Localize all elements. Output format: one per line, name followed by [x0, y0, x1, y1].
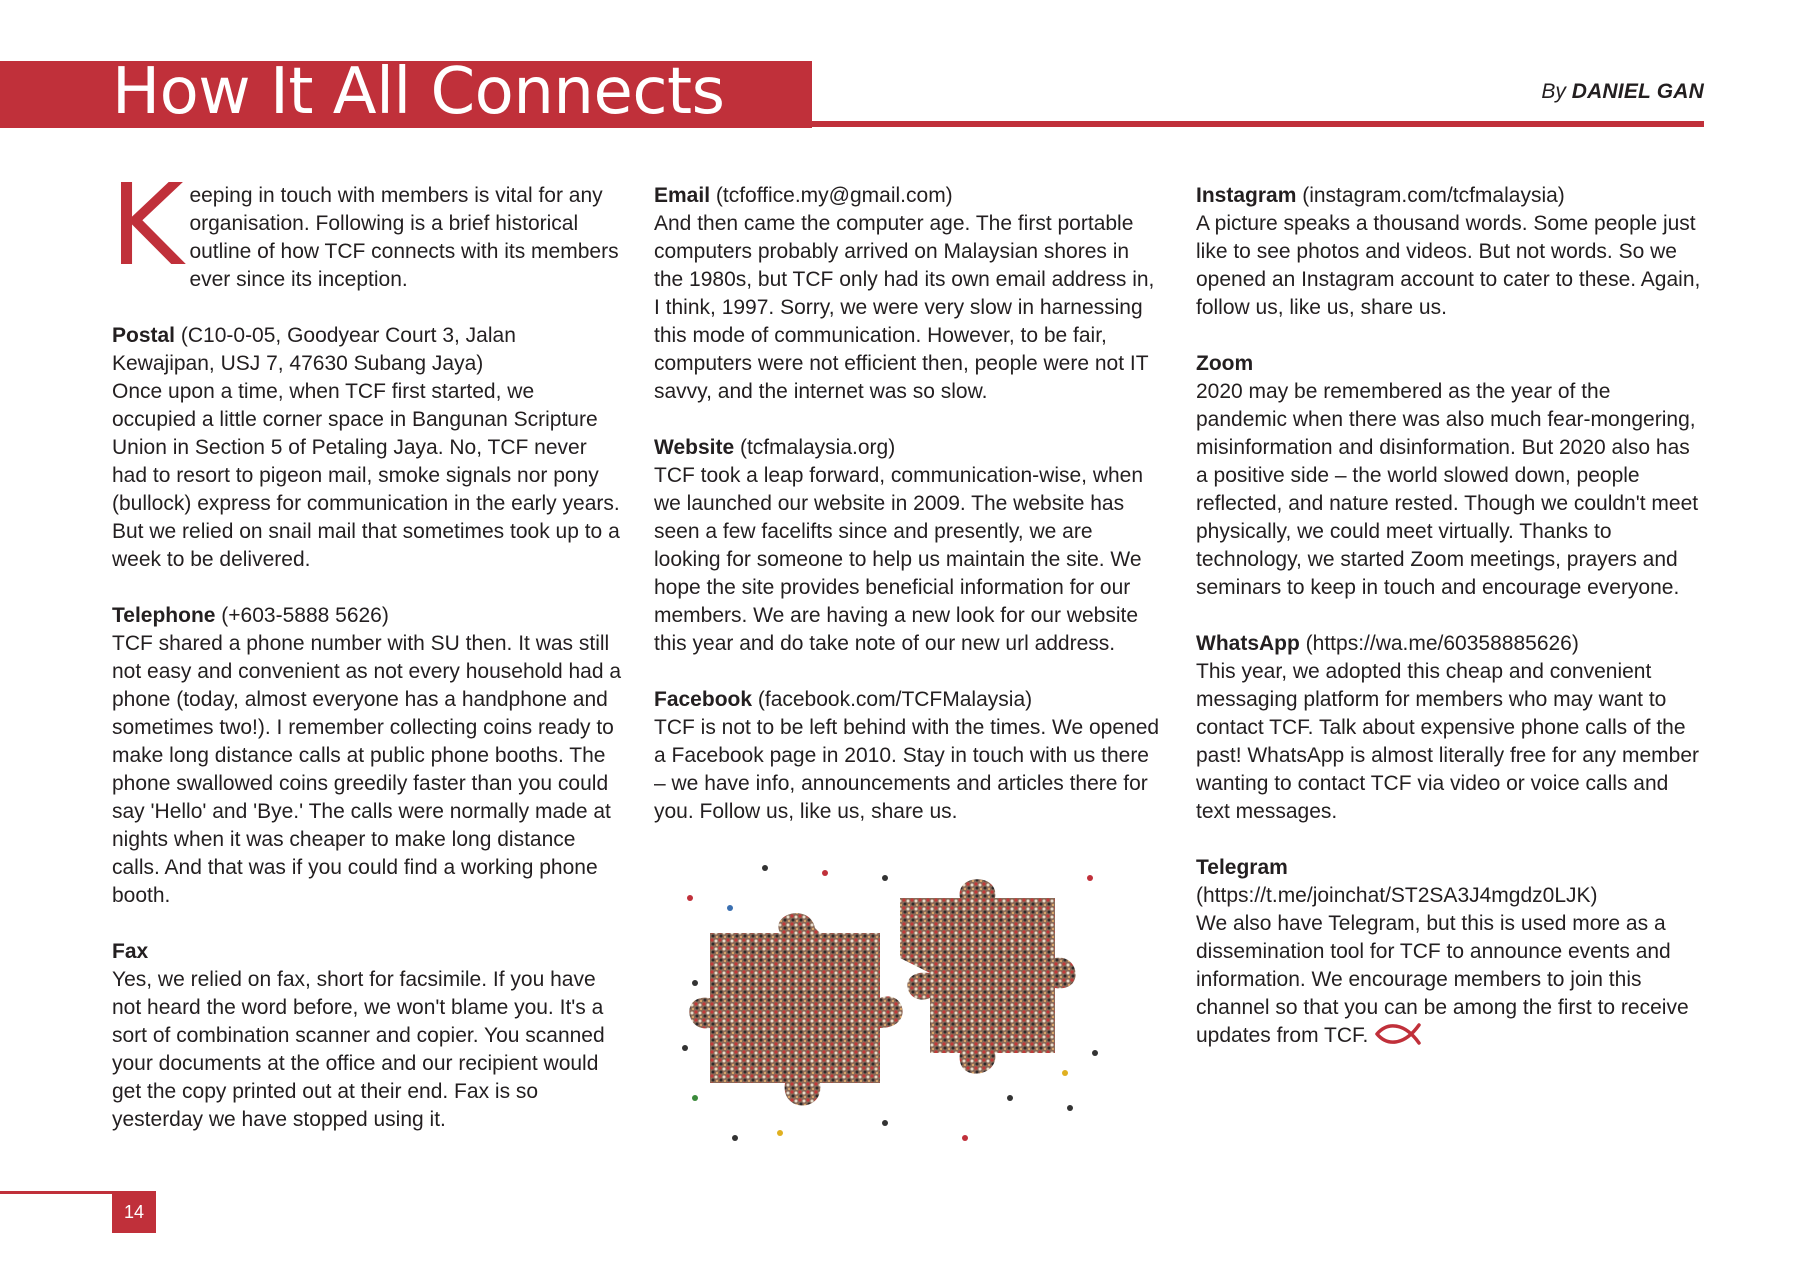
intro-paragraph — [110, 161, 622, 294]
fish-icon — [1374, 1022, 1422, 1046]
section-detail: (C10-0-05, Goodyear Court 3, Jalan Kewajipan, USJ 7, 47630 Subang Jaya) — [112, 324, 516, 375]
section-zoom — [1196, 350, 1706, 602]
section-body: TCF shared a phone number with SU then. It was still not easy and convenient as not every household had a phone (today, almost everyone has a handphone and sometimes two!). I remember collecting coins ready to make long distance calls at public phone booths. The phone swallowed coins greedily faster than you could say 'Hello' and 'Bye.' The calls were normally made at nights when it was cheaper to make long distance calls. And that was if you could find a working phone booth. — [112, 632, 622, 907]
section-instagram — [1196, 182, 1706, 322]
section-facebook — [654, 686, 1164, 826]
section-heading: Zoom — [1196, 352, 1254, 375]
section-heading: WhatsApp — [1196, 632, 1300, 655]
section-whatsapp — [1196, 630, 1706, 826]
section-body: Yes, we relied on fax, short for facsimile. If you have not heard the word before, we won't blame you. It's a sort of combination scanner and copier. You scanned your documents at the office and our recipient would get the copy printed out at their end. Fax is so yesterday we have stopped using it. — [112, 968, 605, 1131]
section-heading: Telephone — [112, 604, 216, 627]
footer-rule — [0, 1191, 112, 1194]
section-body: This year, we adopted this cheap and convenient messaging platform for members who may want to contact TCF. Talk about expensive phone calls of the past! WhatsApp is almost literally free for any member wanting to contact TCF via video or voice calls and text messages. — [1196, 660, 1700, 823]
section-telephone — [112, 602, 622, 910]
section-email — [654, 182, 1164, 406]
section-detail: (https://wa.me/60358885626) — [1305, 632, 1579, 655]
section-postal — [112, 322, 622, 574]
section-website — [654, 434, 1164, 658]
column-1 — [110, 161, 622, 1162]
drop-cap: K — [110, 161, 184, 291]
section-detail: (tcfoffice.my@gmail.com) — [715, 184, 953, 207]
byline-author: DANIEL GAN — [1571, 80, 1704, 103]
puzzle-piece-left — [689, 913, 902, 1105]
section-detail: (https://t.me/joinchat/ST2SA3J4mgdz0LJK) — [1196, 884, 1598, 907]
section-heading: Telegram — [1196, 856, 1288, 879]
puzzle-crowd-illustration — [670, 858, 1120, 1158]
section-detail: (+603-5888 5626) — [221, 604, 389, 627]
section-heading: Website — [654, 436, 735, 459]
section-body: TCF took a leap forward, communication-wise, when we launched our website in 2009. The website has seen a few facelifts since and presently, we are looking for someone to help us maintain the site. We hope the site provides beneficial information for our members. We are having a new look for our website this year and do take note of our new url address. — [654, 464, 1144, 655]
section-body: We also have Telegram, but this is used more as a dissemination tool for TCF to announce events and information. We encourage members to join this channel so that you can be among the first to receive updates from TCF. — [1196, 912, 1689, 1047]
column-3 — [1196, 182, 1706, 1078]
section-body: And then came the computer age. The first portable computers probably arrived on Malaysian shores in the 1980s, but TCF only had its own email address in, I think, 1997. Sorry, we were very slow in harnessing this mode of communication. However, to be fair, computers were not efficient then, people were not IT savvy, and the internet was so slow. — [654, 212, 1155, 403]
section-heading: Instagram — [1196, 184, 1297, 207]
section-detail: (facebook.com/TCFMalaysia) — [757, 688, 1033, 711]
section-body: 2020 may be remembered as the year of the pandemic when there was also much fear-mongering, misinformation and disinformation. But 2020 also has a positive side – the world slowed down, people reflected, and nature rested. Though we couldn't meet physically, we could meet virtually. Thanks to technology, we started Zoom meetings, prayers and seminars to keep in touch and encourage everyone. — [1196, 380, 1699, 599]
section-heading: Postal — [112, 324, 176, 347]
section-detail: (tcfmalaysia.org) — [739, 436, 896, 459]
page-title: How It All Connects — [112, 55, 725, 129]
section-heading: Facebook — [654, 688, 753, 711]
section-body: TCF is not to be left behind with the times. We opened a Facebook page in 2010. Stay in touch with us there – we have info, announcements and articles there for you. Follow us, like us, share us. — [654, 716, 1160, 823]
byline — [1541, 80, 1704, 104]
section-fax — [112, 938, 622, 1134]
section-body: Once upon a time, when TCF first started, we occupied a little corner space in Bangunan Scripture Union in Section 5 of Petaling Jaya. No, TCF never had to resort to pigeon mail, smoke signals nor pony (bullock) express for communication in the early years. But we relied on snail mail that sometimes took up to a week to be delivered. — [112, 380, 620, 571]
intro-text: eeping in touch with members is vital for any organisation. Following is a brief historical outline of how TCF connects with its members ever since its inception. — [189, 184, 619, 291]
puzzle-piece-right — [900, 879, 1076, 1073]
section-body: A picture speaks a thousand words. Some people just like to see photos and videos. But not words. So we opened an Instagram account to cater to these. Again, follow us, like us, share us. — [1196, 212, 1701, 319]
title-rule — [812, 121, 1704, 127]
page-number: 14 — [112, 1191, 156, 1233]
section-telegram — [1196, 854, 1706, 1050]
column-2 — [654, 182, 1164, 854]
byline-prefix: By — [1541, 80, 1566, 103]
section-heading: Email — [654, 184, 711, 207]
section-heading: Fax — [112, 940, 149, 963]
section-detail: (instagram.com/tcfmalaysia) — [1302, 184, 1565, 207]
